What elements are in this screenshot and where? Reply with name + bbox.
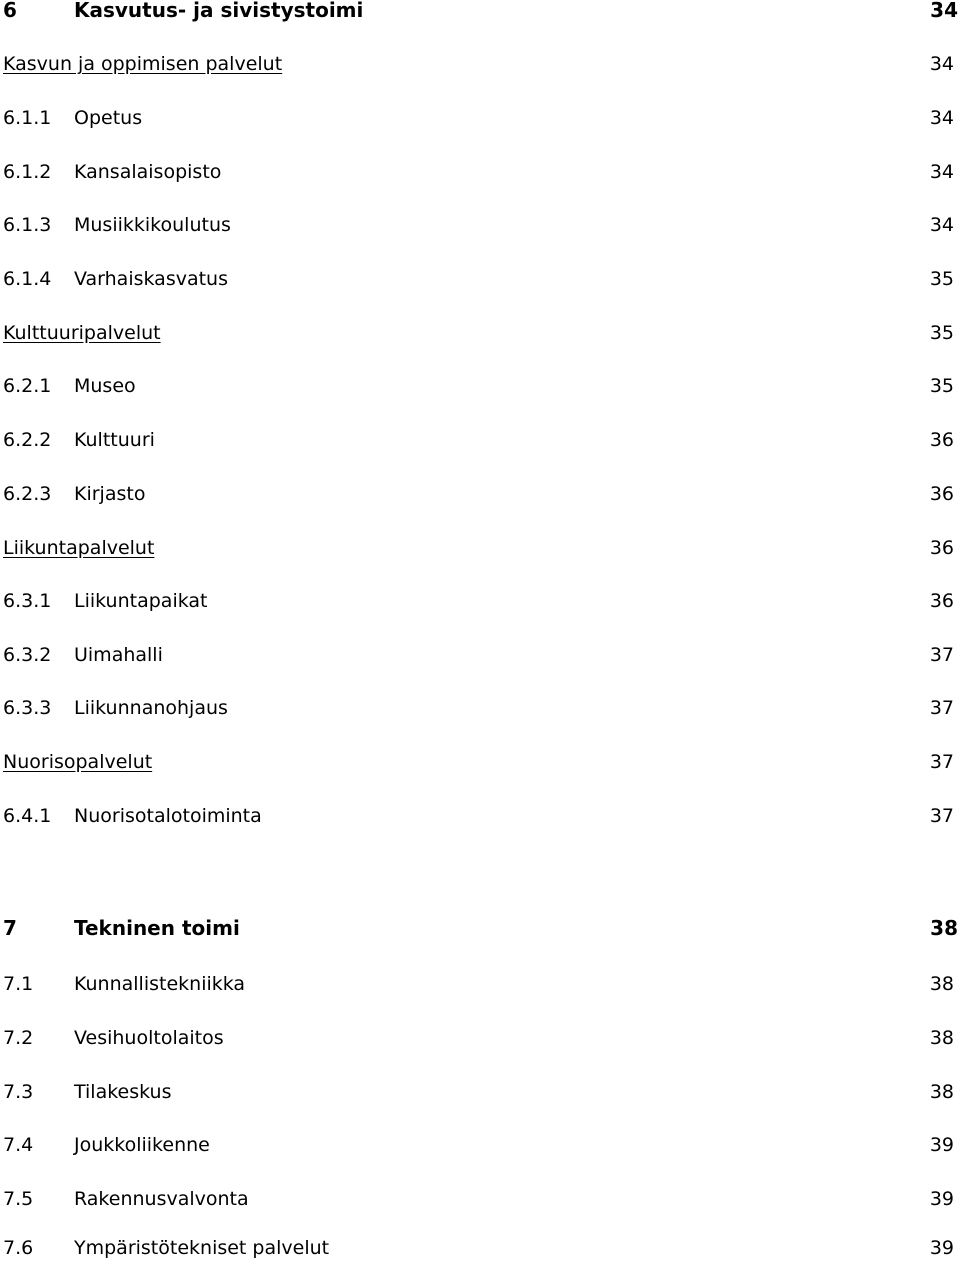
toc-entry-title: Tilakeskus	[74, 1081, 172, 1103]
toc-entry-page: 34	[929, 107, 954, 129]
toc-entry[interactable]	[0, 746, 960, 778]
toc-entry-page: 37	[929, 697, 954, 719]
toc-entry-title: Opetus	[74, 107, 143, 129]
toc-entry-page: 35	[929, 268, 954, 290]
toc-entry-title: Musiikkikoulutus	[74, 214, 231, 236]
toc-entry-page: 34	[929, 214, 954, 236]
toc-entry[interactable]	[0, 1129, 960, 1161]
toc-entry-number: 6.3.1	[3, 590, 52, 612]
toc-entry-title: Kunnallistekniikka	[74, 973, 246, 995]
chapter-number: 6	[3, 0, 17, 22]
toc-entry-page: 38	[929, 973, 954, 995]
toc-chapter-heading[interactable]	[0, 0, 960, 26]
toc-entry-title: Ympäristötekniset palvelut	[74, 1237, 330, 1259]
toc-entry[interactable]	[0, 102, 960, 134]
toc-entry-number: 7.6	[3, 1237, 34, 1259]
toc-entry-title: Liikuntapalvelut	[3, 537, 155, 559]
toc-entry-number: 6.2.1	[3, 375, 52, 397]
toc-entry-page: 34	[929, 161, 954, 183]
toc-entry[interactable]	[0, 209, 960, 241]
toc-entry-title: Nuorisotalotoiminta	[74, 805, 262, 827]
toc-entry-title: Kulttuuri	[74, 429, 155, 451]
toc-entry[interactable]	[0, 1076, 960, 1108]
toc-entry-title: Kansalaisopisto	[74, 161, 222, 183]
toc-entry[interactable]	[0, 692, 960, 724]
toc-entry-number: 7.5	[3, 1188, 34, 1210]
toc-entry-page: 39	[929, 1188, 954, 1210]
toc-entry-number: 7.1	[3, 973, 34, 995]
toc-entry-number: 6.3.3	[3, 697, 52, 719]
toc-entry[interactable]	[0, 317, 960, 349]
toc-entry[interactable]	[0, 1183, 960, 1215]
toc-entry-title: Kulttuuripalvelut	[3, 322, 161, 344]
toc-entry-title: Uimahalli	[74, 644, 163, 666]
toc-entry[interactable]	[0, 156, 960, 188]
toc-entry[interactable]	[0, 263, 960, 295]
toc-entry-number: 6.2.3	[3, 483, 52, 505]
toc-entry[interactable]	[0, 1232, 960, 1264]
toc-entry[interactable]	[0, 639, 960, 671]
toc-entry-title: Joukkoliikenne	[74, 1134, 210, 1156]
toc-entry-page: 37	[929, 751, 954, 773]
toc-entry-title: Kasvun ja oppimisen palvelut	[3, 53, 283, 75]
toc-entry-page: 34	[929, 53, 954, 75]
toc-entry-page: 38	[929, 1081, 954, 1103]
toc-entry-title: Rakennusvalvonta	[74, 1188, 249, 1210]
toc-entry-title: Liikunnanohjaus	[74, 697, 228, 719]
toc-entry-number: 6.2.2	[3, 429, 52, 451]
toc-entry-page: 35	[929, 322, 954, 344]
toc-entry[interactable]	[0, 370, 960, 402]
toc-entry-page: 39	[929, 1134, 954, 1156]
chapter-title: Tekninen toimi	[74, 916, 240, 940]
toc-entry-page: 36	[929, 483, 954, 505]
toc-entry-number: 7.2	[3, 1027, 34, 1049]
toc-entry[interactable]	[0, 585, 960, 617]
toc-entry-number: 7.3	[3, 1081, 34, 1103]
toc-entry-number: 6.1.3	[3, 214, 52, 236]
toc-chapter-heading[interactable]	[0, 912, 960, 944]
toc-entry-number: 7.4	[3, 1134, 34, 1156]
chapter-title: Kasvutus- ja sivistystoimi	[74, 0, 364, 22]
toc-entry-number: 6.1.2	[3, 161, 52, 183]
toc-entry-page: 37	[929, 644, 954, 666]
toc-entry-title: Museo	[74, 375, 136, 397]
toc-entry[interactable]	[0, 800, 960, 832]
toc-entry-page: 36	[929, 590, 954, 612]
toc-entry[interactable]	[0, 968, 960, 1000]
toc-entry-title: Vesihuoltolaitos	[74, 1027, 224, 1049]
toc-entry-number: 6.1.4	[3, 268, 52, 290]
toc-entry-number: 6.3.2	[3, 644, 52, 666]
toc-entry-title: Kirjasto	[74, 483, 146, 505]
toc-entry-number: 6.1.1	[3, 107, 52, 129]
toc-entry-page: 36	[929, 429, 954, 451]
toc-entry[interactable]	[0, 48, 960, 80]
chapter-page-number: 38	[930, 916, 958, 940]
toc-entry[interactable]	[0, 1022, 960, 1054]
chapter-page-number: 34	[930, 0, 958, 22]
toc-entry[interactable]	[0, 424, 960, 456]
toc-entry-page: 39	[929, 1237, 954, 1259]
toc-entry-title: Varhaiskasvatus	[74, 268, 228, 290]
toc-entry-page: 38	[929, 1027, 954, 1049]
toc-entry-page: 36	[929, 537, 954, 559]
toc-entry[interactable]	[0, 532, 960, 564]
toc-entry-number: 6.4.1	[3, 805, 52, 827]
toc-entry-page: 37	[929, 805, 954, 827]
toc-entry-title: Liikuntapaikat	[74, 590, 208, 612]
toc-entry-page: 35	[929, 375, 954, 397]
toc-entry[interactable]	[0, 478, 960, 510]
toc-entry-title: Nuorisopalvelut	[3, 751, 153, 773]
chapter-number: 7	[3, 916, 17, 940]
